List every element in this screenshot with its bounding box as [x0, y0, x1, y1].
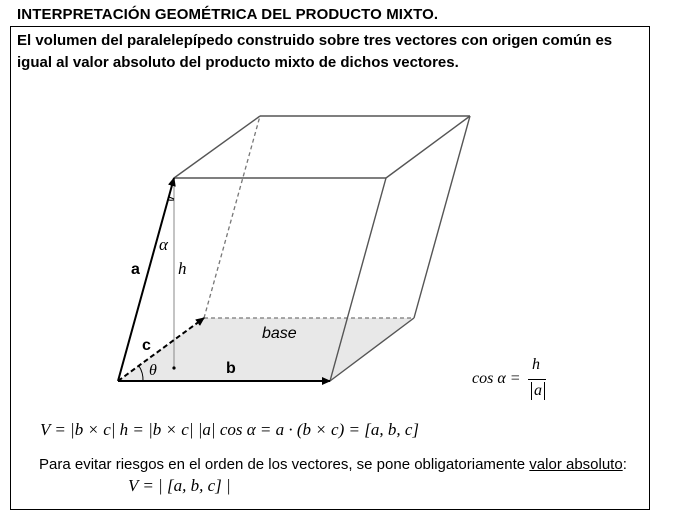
label-c: c [142, 337, 151, 354]
volume-formula: V = |b × c| h = |b × c| |a| cos α = a · (b × c) = [a, b, c] [40, 420, 419, 439]
page-title: INTERPRETACIÓN GEOMÉTRICA DEL PRODUCTO MIXTO. [17, 6, 439, 23]
hidden-edge [204, 116, 260, 318]
edge [414, 116, 470, 318]
absolute-volume-formula: V = | [a, b, c] | [128, 476, 231, 495]
edge [174, 116, 260, 178]
foot-point [172, 366, 175, 369]
absolute-value-paragraph [17, 452, 637, 478]
label-a: a [131, 261, 140, 278]
label-alpha: α [159, 235, 168, 254]
paragraph-colon: : [622, 456, 627, 473]
cos-formula-numerator: h [532, 356, 540, 373]
label-b: b [226, 360, 236, 377]
cos-formula-lhs: cos α = [472, 370, 521, 387]
label-h: h [178, 259, 187, 278]
label-base: base [262, 325, 297, 342]
label-theta: θ [149, 362, 157, 379]
description-text: El volumen del paralelepípedo construido sobre tres vectores con origen común es igual al valor absoluto del producto mixto de dichos vectores. [17, 32, 613, 71]
cos-formula-denominator: a [531, 382, 545, 400]
alpha-arc [169, 197, 174, 199]
fraction-bar [528, 379, 546, 380]
paragraph-text: Para evitar riesgos en el orden de los vectores, se pone obligatoriamente [39, 456, 530, 473]
underlined-text: valor absoluto [529, 456, 623, 473]
edge [386, 116, 470, 178]
